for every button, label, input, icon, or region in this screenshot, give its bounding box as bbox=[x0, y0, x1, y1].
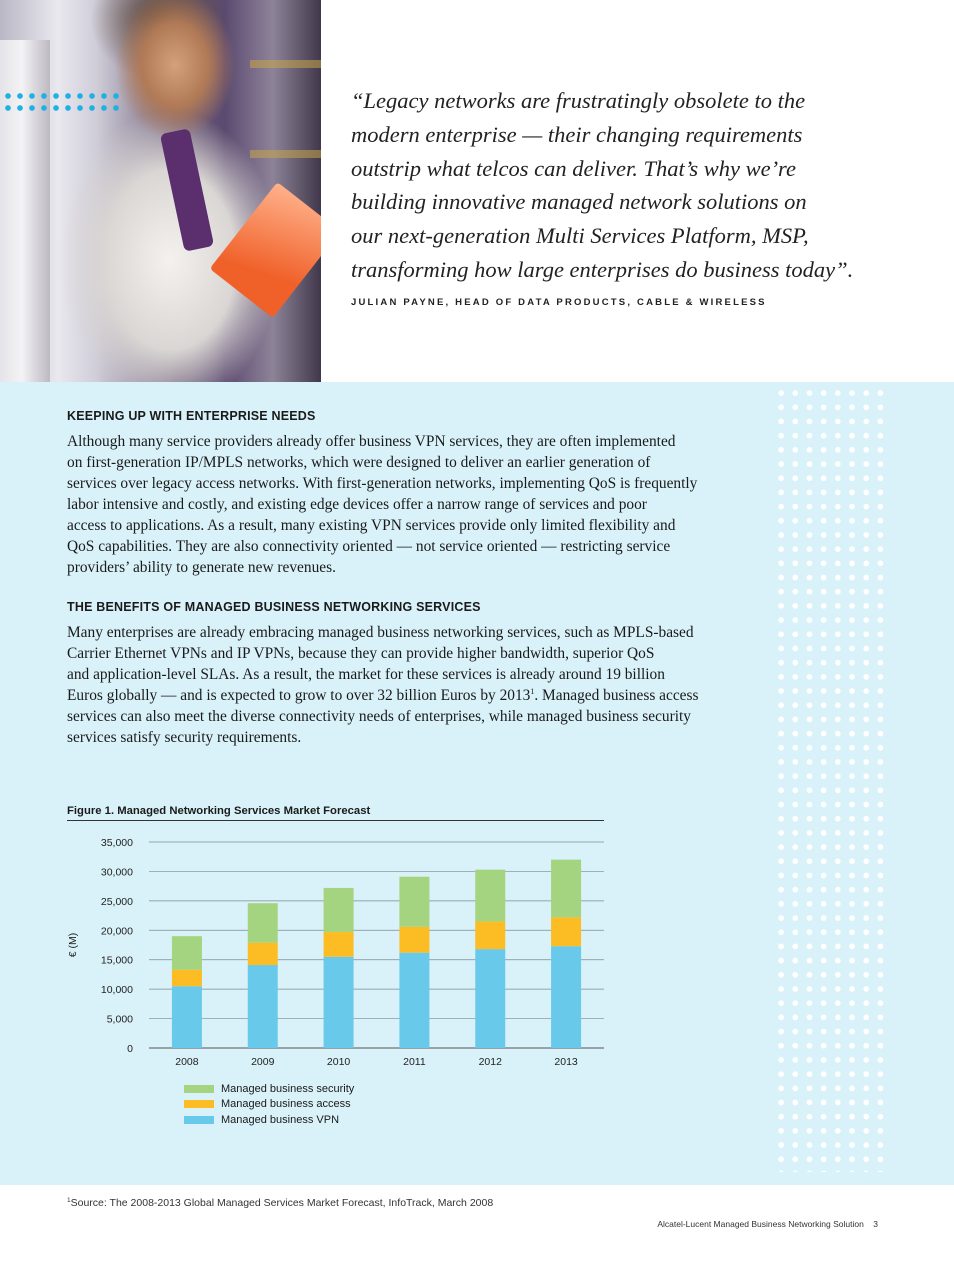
source-footnote bbox=[67, 1197, 493, 1209]
bar-segment bbox=[248, 965, 278, 1048]
line-text: . Managed business access bbox=[534, 687, 699, 704]
y-axis-label: € (M) bbox=[67, 932, 79, 958]
page-number: 3 bbox=[873, 1219, 878, 1229]
legend-swatch bbox=[184, 1116, 214, 1124]
section-paragraph bbox=[67, 622, 757, 748]
bar-segment bbox=[551, 917, 581, 946]
bar-segment bbox=[475, 870, 505, 922]
bar-segment bbox=[399, 927, 429, 953]
quote-attribution: JULIAN PAYNE, HEAD OF DATA PRODUCTS, CABLE & WIRELESS bbox=[351, 297, 767, 308]
paragraph-line: Although many service providers already offer business VPN services, they are often implemented bbox=[67, 433, 676, 450]
bar-segment bbox=[475, 921, 505, 949]
decorative-dot-pattern bbox=[2, 90, 120, 112]
x-tick-label: 2009 bbox=[251, 1056, 275, 1068]
decorative-dot-pattern bbox=[774, 386, 888, 1172]
y-tick-label: 10,000 bbox=[100, 984, 133, 997]
legend-swatch bbox=[184, 1085, 214, 1093]
y-tick-label: 5,000 bbox=[106, 1013, 133, 1026]
quote-line: our next-generation Multi Services Platform, MSP, bbox=[351, 223, 809, 249]
footnote-mark: 1 bbox=[67, 1197, 71, 1204]
quote-line: outstrip what telcos can deliver. That’s why we’re bbox=[351, 155, 796, 181]
quote-line: building innovative managed network solutions on bbox=[351, 189, 807, 215]
bar-segment bbox=[324, 932, 354, 957]
bar-segment bbox=[324, 957, 354, 1048]
paragraph-line: on first-generation IP/MPLS networks, which were designed to deliver an earlier generation of bbox=[67, 454, 651, 471]
bar-segment bbox=[399, 877, 429, 927]
y-tick-label: 20,000 bbox=[100, 925, 133, 938]
quote-line: “Legacy networks are frustratingly obsolete to the bbox=[351, 88, 806, 113]
bar-segment bbox=[172, 986, 202, 1048]
paragraph-line: labor intensive and costly, and existing edge devices offer a narrow range of services and poor bbox=[67, 496, 647, 513]
y-tick-label: 35,000 bbox=[100, 837, 133, 849]
photo-tie bbox=[160, 128, 214, 252]
paragraph-line: and application-level SLAs. As a result, the market for these services is already around 19 billion bbox=[67, 666, 665, 683]
x-tick-label: 2013 bbox=[554, 1056, 578, 1068]
bar-segment bbox=[172, 970, 202, 986]
photo-folder bbox=[210, 182, 321, 318]
paragraph-line: providers’ ability to generate new revenues. bbox=[67, 559, 336, 576]
section-paragraph bbox=[67, 431, 757, 578]
paragraph-line: QoS capabilities. They are also connectivity oriented — not service oriented — restricting service bbox=[67, 538, 671, 555]
y-tick-label: 15,000 bbox=[100, 954, 133, 967]
y-tick-label: 0 bbox=[127, 1043, 133, 1055]
paragraph-line: Carrier Ethernet VPNs and IP VPNs, because they can provide higher bandwidth, superior QoS bbox=[67, 645, 655, 662]
legend-item bbox=[184, 1112, 354, 1128]
x-tick-label: 2011 bbox=[403, 1056, 426, 1068]
x-tick-label: 2010 bbox=[326, 1056, 351, 1068]
footer-label: Alcatel-Lucent Managed Business Networking Solution bbox=[657, 1219, 864, 1229]
paragraph-line: services satisfy security requirements. bbox=[67, 729, 302, 746]
line-text: Euros globally — and is expected to grow to over 32 billion Euros by 2013 bbox=[67, 687, 531, 704]
bar-segment bbox=[399, 953, 429, 1048]
photo-shelf bbox=[250, 150, 321, 158]
legend-item bbox=[184, 1097, 354, 1113]
photo-shelf bbox=[250, 60, 321, 68]
hero-photo bbox=[0, 0, 321, 382]
paragraph-line: services over legacy access networks. With first-generation networks, implementing QoS is frequently bbox=[67, 475, 698, 492]
x-tick-label: 2008 bbox=[175, 1056, 199, 1068]
stacked-bar-chart bbox=[60, 830, 620, 1075]
bar-segment bbox=[475, 949, 505, 1048]
paragraph-line: Many enterprises are already embracing managed business networking services, such as MPLS-based bbox=[67, 624, 694, 641]
paragraph-line: services can also meet the diverse connectivity needs of enterprises, while managed business security bbox=[67, 708, 691, 725]
y-tick-label: 30,000 bbox=[100, 866, 133, 879]
bar-segment bbox=[551, 860, 581, 918]
section-heading: KEEPING UP WITH ENTERPRISE NEEDS bbox=[67, 409, 316, 423]
y-tick-label: 25,000 bbox=[100, 895, 133, 908]
footnote-text: Source: The 2008-2013 Global Managed Services Market Forecast, InfoTrack, March 2008 bbox=[70, 1197, 494, 1209]
page-footer bbox=[657, 1219, 878, 1229]
legend-label: Managed business security bbox=[221, 1082, 355, 1095]
quote-line: modern enterprise — their changing requirements bbox=[351, 121, 803, 147]
legend-swatch bbox=[184, 1100, 214, 1108]
quote-line: transforming how large enterprises do business today”. bbox=[351, 256, 854, 282]
section-heading: THE BENEFITS OF MANAGED BUSINESS NETWORKING SERVICES bbox=[67, 600, 481, 614]
chart-legend bbox=[184, 1081, 354, 1128]
paragraph-line: access to applications. As a result, many existing VPN services provide only limited flexibility and bbox=[67, 517, 676, 534]
legend-label: Managed business access bbox=[221, 1098, 351, 1111]
x-tick-label: 2012 bbox=[478, 1056, 502, 1068]
bar-segment bbox=[248, 943, 278, 965]
legend-item bbox=[184, 1081, 354, 1097]
bar-segment bbox=[324, 888, 354, 932]
pull-quote bbox=[351, 84, 911, 287]
bar-segment bbox=[248, 903, 278, 942]
footnote-reference: 1 bbox=[530, 687, 535, 696]
legend-label: Managed business VPN bbox=[221, 1113, 340, 1126]
bar-segment bbox=[172, 936, 202, 970]
figure-title: Figure 1. Managed Networking Services Market Forecast bbox=[67, 805, 604, 821]
paragraph-line bbox=[67, 685, 757, 706]
bar-segment bbox=[551, 946, 581, 1048]
